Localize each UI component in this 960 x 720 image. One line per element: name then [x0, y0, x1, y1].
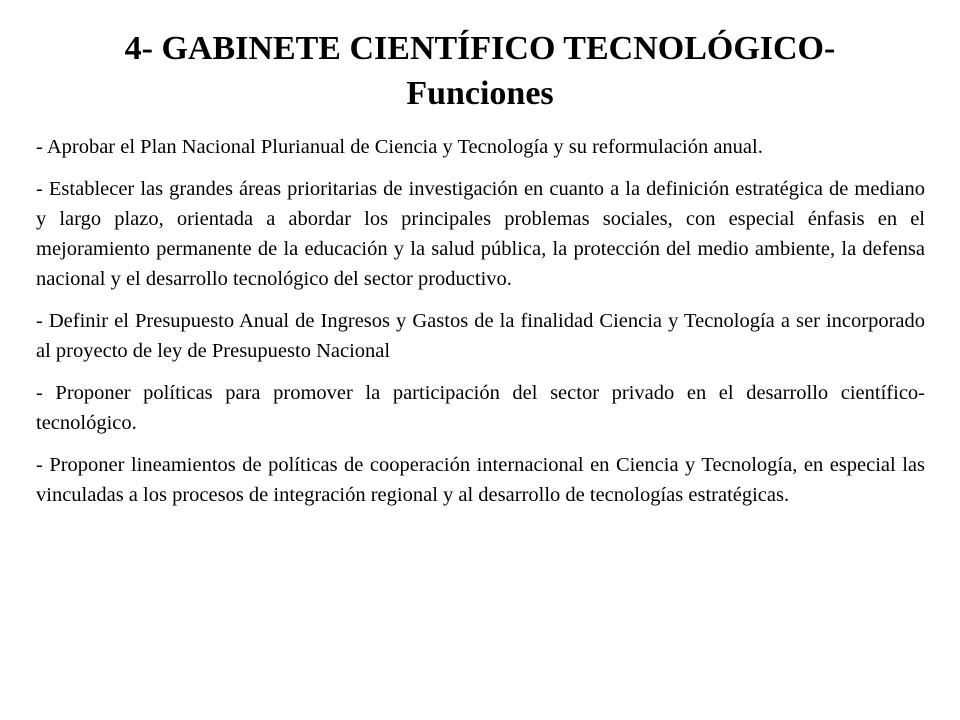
function-list — [36, 132, 925, 522]
function-item-definir-presupuesto: - Definir el Presupuesto Anual de Ingresos y Gastos de la finalidad Ciencia y Tecnología a ser incorporado al proyecto de ley de Presupuesto Nacional — [36, 310, 925, 362]
slide-title-line-2: Funciones — [406, 75, 554, 112]
slide-title-line-1: 4- GABINETE CIENTÍFICO TECNOLÓGICO- — [124, 30, 836, 67]
function-item-proponer-lineamientos: - Proponer lineamientos de políticas de cooperación internacional en Ciencia y Tecnología, en especial las vinculadas a los procesos de integración regional y al desarrollo de tecnologías estratégicas. — [36, 454, 925, 506]
slide-title — [40, 26, 920, 116]
function-item-establecer-areas: - Establecer las grandes áreas prioritarias de investigación en cuanto a la definición estratégica de mediano y largo plazo, orientada a abordar los principales problemas sociales, con especial énfasis en el mejoramiento permanente de la educación y la salud pública, la protección del medio ambiente, la defensa nacional y el desarrollo tecnológico del sector productivo. — [36, 178, 925, 290]
function-item-proponer-politicas: - Proponer políticas para promover la participación del sector privado en el desarrollo científico-tecnológico. — [36, 382, 925, 434]
function-item-aprobar-plan: - Aprobar el Plan Nacional Plurianual de Ciencia y Tecnología y su reformulación anual. — [36, 136, 763, 158]
